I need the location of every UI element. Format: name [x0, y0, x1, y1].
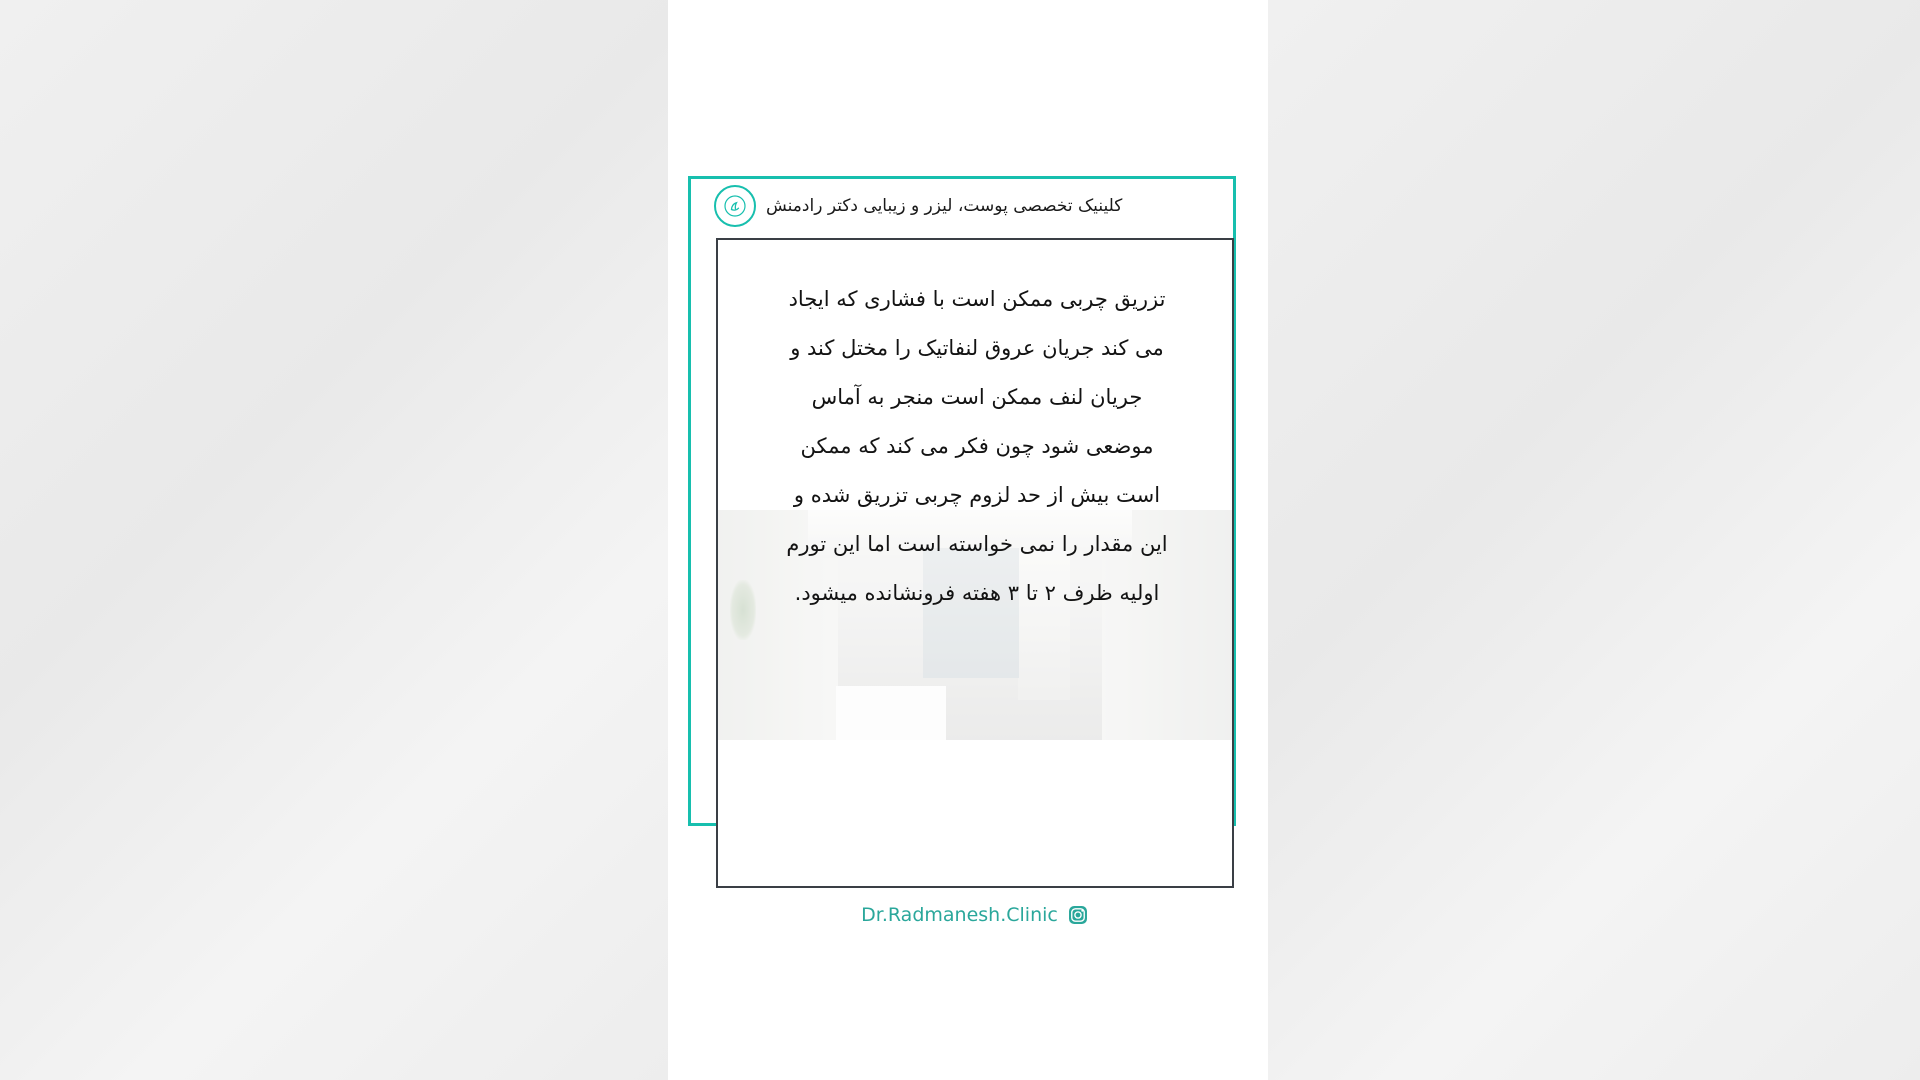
text-line: جریان لنف ممکن است منجر به آماس [811, 385, 1143, 410]
text-line: اولیه ظرف ۲ تا ۳ هفته فرونشانده میشود. [794, 581, 1160, 606]
clinic-header [700, 180, 1236, 232]
text-line: است بیش از حد لزوم چربی تزریق شده و [793, 483, 1161, 508]
instagram-footer [716, 898, 1234, 932]
background-panel-left [0, 0, 668, 1080]
clinic-monogram-icon [714, 185, 756, 227]
text-line: موضعی شود چون فکر می کند که ممکن [800, 434, 1154, 459]
instagram-icon [1067, 904, 1089, 926]
instagram-handle: Dr.Radmanesh.Clinic [861, 904, 1058, 926]
clinic-name-text: کلینیک تخصصی پوست، لیزر و زیبایی دکتر رادمنش [766, 196, 1123, 216]
content-card [716, 238, 1234, 888]
text-line: می کند جریان عروق لنفاتیک را مختل کند و [790, 336, 1164, 361]
background-panel-right [1268, 0, 1920, 1080]
text-line: تزریق چربی ممکن است با فشاری که ایجاد [788, 287, 1166, 311]
article-text [718, 240, 1234, 886]
text-line: این مقدار را نمی خواسته است اما این تورم [786, 532, 1168, 557]
